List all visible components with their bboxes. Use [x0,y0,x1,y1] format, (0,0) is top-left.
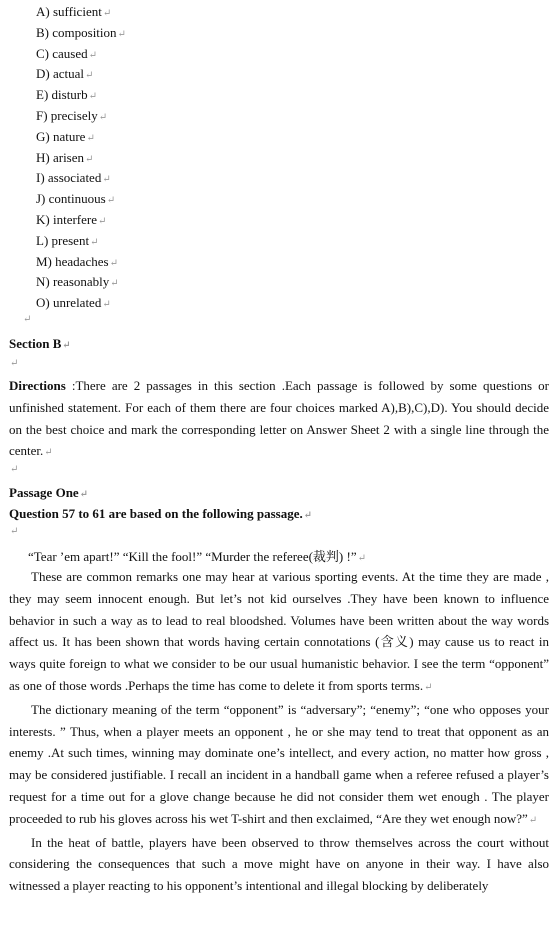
paragraph-mark-icon: ↵ [102,299,111,311]
passage-paragraph: These are common remarks one may hear at various sporting events. At the time they are made , they may seem innocent enough. But let’s not kid ourselves .They have been known to influence behavior in such a way as to lead to real bloodshed. Volumes have been written about the way words affect us. It has been shown that words having certain connotations (含义) may cause us to react in ways quite foreign to what we consider to be our usual humanistic behavior. I see the term “opponent” as one of those words .Perhaps the time has come to delete it from sports terms.↵ [9,569,549,693]
paragraph-mark-icon: ↵ [98,215,107,227]
paragraph-mark-icon: ↵ [10,464,19,475]
paragraph-mark-icon: ↵ [44,447,53,459]
passage-paragraph: In the heat of battle, players have been observed to throw themselves across the court without considering the consequences that such a move might have on anyone in their way. I have also witnessed a player reacting to his opponent’s intentional and illegal blocking by deliberately [9,834,549,894]
option-item: G) nature↵ [36,128,95,144]
paragraph-mark-icon: ↵ [85,153,94,165]
paragraph-mark-icon: ↵ [102,174,111,186]
paragraph-mark-icon: ↵ [79,489,89,500]
quote-line: “Tear ’em apart!” “Kill the fool!” “Murder the referee(裁判) !”↵ [28,549,366,564]
paragraph-mark-icon: ↵ [88,49,98,61]
paragraph-mark-icon: ↵ [10,358,19,369]
directions-text: :There are 2 passages in this section .Each passage is followed by some questions or unfinished statement. For each of them there are four choices marked A),B),C),D). You should decide on the best choice and mark the corresponding letter on Answer Sheet 2 with a single line through the center. [9,378,549,459]
option-item: I) associated↵ [36,170,111,186]
option-item: E) disturb↵ [36,87,98,103]
option-item: M) headaches↵ [36,253,118,269]
option-item: B) composition↵ [36,24,126,40]
paragraph-mark-icon: ↵ [23,314,32,325]
passage-paragraph: The dictionary meaning of the term “opponent” is “adversary”; “enemy”; “one who opposes your interests. ” Thus, when a player meets an opponent , he or she may tend to treat that opponent as an enemy .At such times, winning may dominate one’s intellect, and every action, no matter how gross , may be considered justifiable. I recall an incident in a handball game when a referee refused a player’s request for a time out for a glove change because he did not consider them wet enough . The player proceeded to rub his gloves across his wet T-shirt and then exclaimed, “Are they wet enough now?”↵ [9,701,549,826]
directions-label: Directions [9,378,66,393]
answer-options-list [36,2,126,314]
directions-paragraph [9,375,549,464]
paragraph-mark-icon: ↵ [90,236,99,248]
paragraph-mark-icon: ↵ [62,340,71,351]
option-item: C) caused↵ [36,45,98,61]
passage-title: Passage One↵ [9,485,89,500]
paragraph-mark-icon: ↵ [86,132,95,144]
option-item: D) actual↵ [36,66,94,82]
paragraph-mark-icon: ↵ [303,510,313,521]
section-heading: Section B↵ [9,336,71,351]
passage-body [9,566,549,897]
paragraph-mark-icon: ↵ [528,814,538,826]
question-range: Question 57 to 61 are based on the following passage.↵ [9,506,313,521]
option-item: J) continuous↵ [36,191,116,207]
option-item: K) interfere↵ [36,211,107,227]
option-item: N) reasonably↵ [36,274,119,290]
paragraph-mark-icon: ↵ [85,70,94,82]
paragraph-mark-icon: ↵ [357,553,366,564]
option-item: L) present↵ [36,232,99,248]
paragraph-mark-icon: ↵ [88,91,98,103]
paragraph-mark-icon: ↵ [106,195,116,207]
option-item: H) arisen↵ [36,149,94,165]
option-item: A) sufficient↵ [36,4,112,19]
paragraph-mark-icon: ↵ [117,28,126,40]
paragraph-mark-icon: ↵ [98,111,108,123]
paragraph-mark-icon: ↵ [424,681,433,693]
paragraph-mark-icon: ↵ [109,257,118,269]
paragraph-mark-icon: ↵ [102,8,112,19]
option-item: F) precisely↵ [36,107,108,123]
option-item: O) unrelated↵ [36,295,111,311]
paragraph-mark-icon: ↵ [110,278,119,290]
paragraph-mark-icon: ↵ [10,526,19,537]
